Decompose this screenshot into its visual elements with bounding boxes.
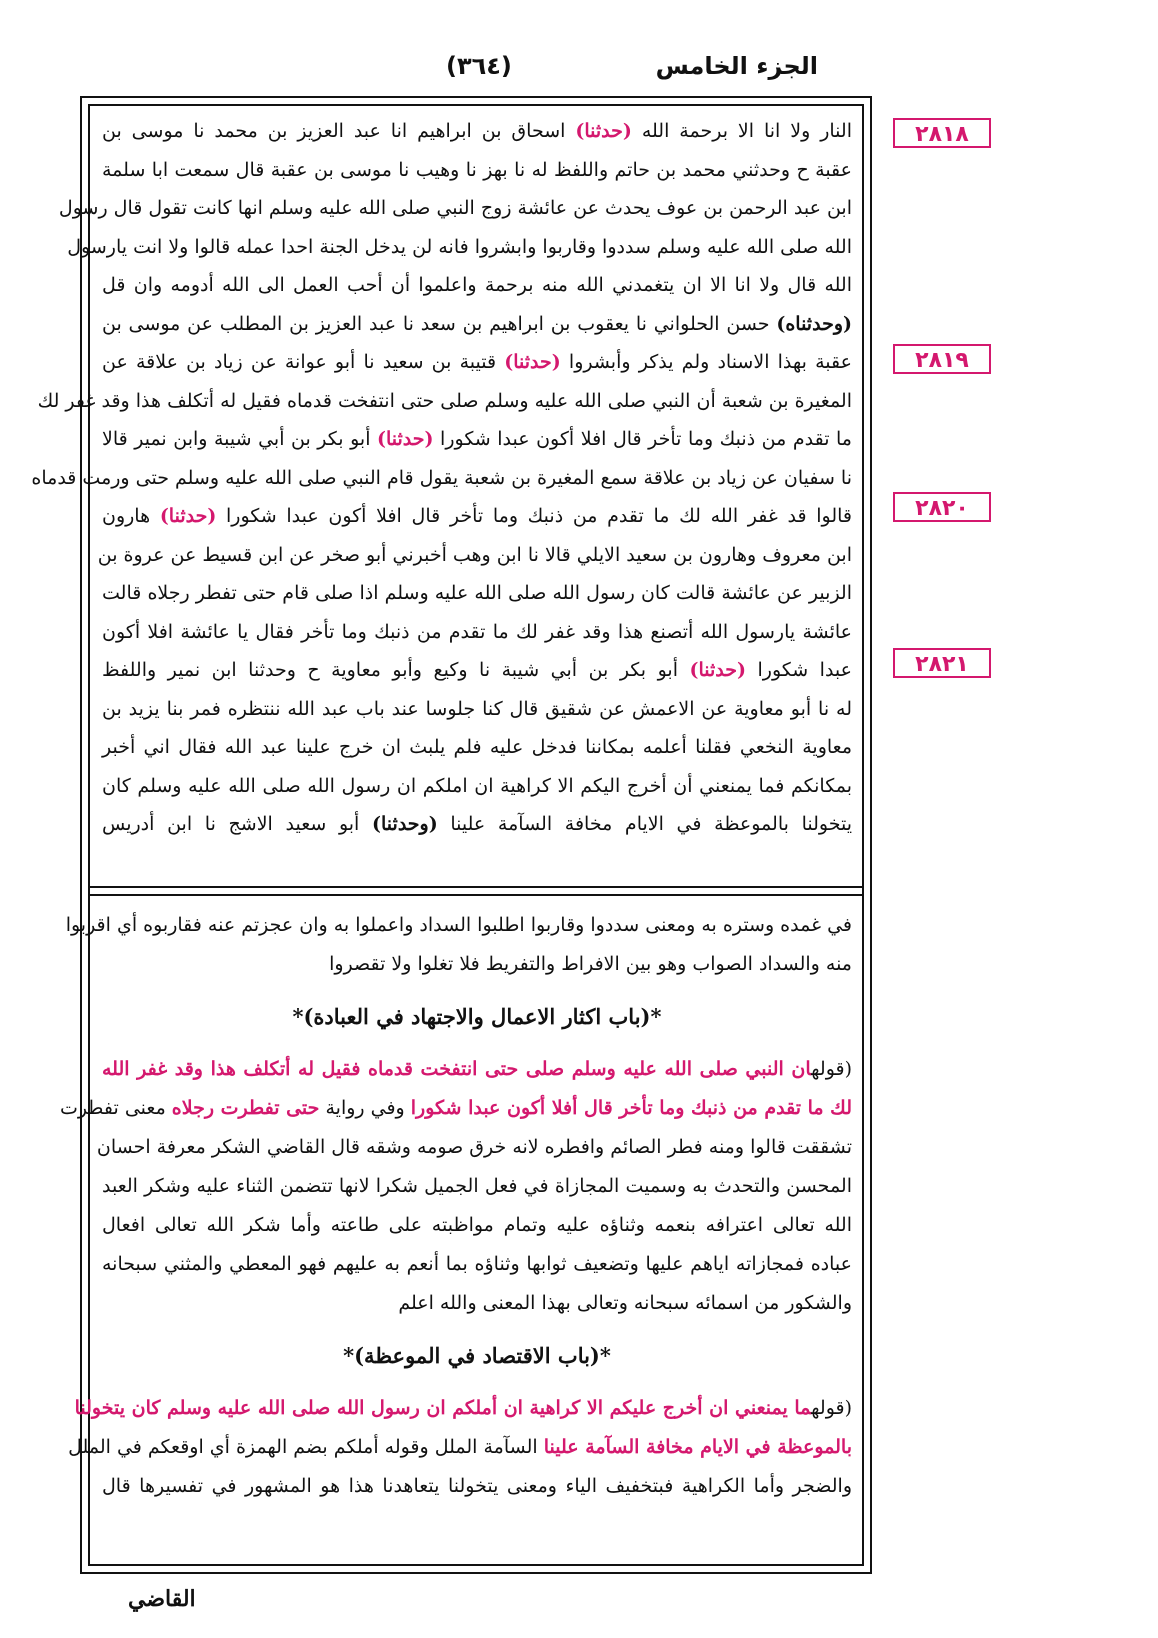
hadith-line: ما تقدم من ذنبك وما تأخر قال افلا أكون عبدا شكورا (حدثنا) أبو بكر بن أبي شيبة وابن نمير قالا [102,428,852,450]
commentary-line: تشققت قالوا ومنه فطر الصائم وافطره لانه خرق صومه وشقه قال القاضي الشكر معرفة احسان [96,1136,852,1158]
hadith-line: الزبير عن عائشة قالت كان رسول الله صلى الله عليه وسلم اذا صلى قام حتى تفطر رجلاه قالت [102,582,852,604]
hadith-line: (وحدثناه) حسن الحلواني نا يعقوب بن ابراهيم بن سعد نا عبد العزيز بن المطلب عن موسى بن [102,312,852,335]
hadith-line: له نا أبو معاوية عن الاعمش عن شقيق قال كنا جلوسا عند باب عبد الله ننتظره فمر بنا يزيد بن [102,697,852,720]
commentary-line: عباده فمجازاته اياهم عليها وتضعيف ثوابها وثناؤه بما أنعم به عليهم فهو المعطي والمثني سبحانه [102,1253,852,1275]
hadith-line: عائشة يارسول الله أتصنع هذا وقد غفر لك ما تقدم من ذنبك وما تأخر فقال يا عائشة افلا أكون [102,620,852,643]
hadith-line: ابن عبد الرحمن بن عوف يحدث عن عائشة زوج النبي صلى الله عليه وسلم انها كانت تقول قال رسول [58,197,852,219]
chapter-heading-ikthar: *(باب اكثار الاعمال والاجتهاد في العبادة)* [292,1004,662,1029]
commentary-line: والضجر وأما الكراهية فبتخفيف الياء ومعنى يتخولنا يتعاهدنا هذا هو المشهور في تفسيرها قال [102,1475,852,1497]
commentary-line: الله تعالى اعترافه بنعمه وثناؤه عليه وتمام مواظبته على طاعته وأما شكر الله تعالى افعال [102,1214,852,1236]
hadith-line: عبدا شكورا (حدثنا) أبو بكر بن أبي شيبة نا وكيع وأبو معاوية ح وحدثنا ابن نمير واللفظ [102,659,852,681]
commentary-line: (قولهما يمنعني ان أخرج عليكم الا كراهية ان أملكم ان رسول الله صلى الله عليه وسلم كان يتخولنا [74,1397,852,1419]
hadith-number-2820: ٢٨٢٠ [893,492,991,522]
hadith-number-2819: ٢٨١٩ [893,344,991,374]
hadith-number-2821: ٢٨٢١ [893,648,991,678]
hadith-text-block [31,112,853,844]
commentary-line: المحسن والتحدث به وسميت المجازاة في فعل الجميل شكرا لانها تتضمن الثناء عليه وشكر العبد [102,1175,852,1197]
hadith-line: الله قال ولا انا الا ان يتغمدني الله منه برحمة واعلموا أن أحب العمل الى الله أدومه وان قل [102,274,853,296]
hadith-line: النار ولا انا الا برحمة الله (حدثنا) اسحاق بن ابراهيم انا عبد العزيز بن محمد نا موسى بن [102,120,852,142]
hadith-line: عقبة بهذا الاسناد ولم يذكر وأبشروا (حدثنا) قتيبة بن سعيد نا أبو عوانة عن زياد بن علاقة عن [102,351,852,373]
commentary-line: في غمده وستره به ومعنى سددوا وقاربوا اطلبوا السداد واعملوا به وان عجزتم عنه فقاربوه أي اقربوا [65,914,852,936]
hadith-line: معاوية النخعي فقلنا أعلمه بمكاننا فدخل عليه فلم يلبث ان خرج علينا عبد الله فقال اني أخبر [102,736,852,758]
hadith-line: ابن معروف وهارون بن سعيد الايلي قالا نا ابن وهب أخبرني أبو صخر عن ابن قسيط عن عروة بن [97,543,852,566]
hadith-number-2818: ٢٨١٨ [893,118,991,148]
hadith-line: عقبة ح وحدثني محمد بن حاتم واللفظ له نا بهز نا وهيب نا موسى بن عقبة قال سمعت ابا سلمة [102,158,852,181]
commentary-line: (قولهان النبي صلى الله عليه وسلم صلى حتى انتفخت قدماه فقيل له أتكلف هذا وقد غفر الله [102,1058,852,1080]
commentary-line: منه والسداد الصواب وهو بين الافراط والتفريط فلا تغلوا ولا تقصروا [329,953,852,975]
hadith-line: نا سفيان عن زياد بن علاقة سمع المغيرة بن شعبة يقول قام النبي صلى الله عليه وسلم حتى ورمت قدماه [31,466,852,489]
chapter-heading-iqtisad: *(باب الاقتصاد في الموعظة)* [343,1343,611,1368]
hadith-line: بمكانكم فما يمنعني أن أخرج اليكم الا كراهية ان املكم ان رسول الله صلى الله عليه وسلم كان [102,774,852,797]
commentary-line: لك ما تقدم من ذنبك وما تأخر قال أفلا أكون عبدا شكورا وفي رواية حتى تفطرت رجلاه معنى تفطرت [59,1097,852,1119]
hadith-line: يتخولنا بالموعظة في الايام مخافة السآمة علينا (وحدثنا) أبو سعيد الاشج نا ابن أدريس [102,813,852,835]
commentary-line: والشكور من اسمائه سبحانه وتعالى بهذا المعنى والله اعلم [398,1292,852,1314]
hadith-line: المغيرة بن شعبة أن النبي صلى الله عليه وسلم صلى حتى انتفخت قدماه فقيل له أتكلف هذا وقد غفر لك [37,389,852,412]
text-frame [31,96,872,1574]
header-part-title: الجزء الخامس [655,52,818,80]
footer-catchword: القاضي [128,1586,196,1612]
hadith-line: الله صلى الله عليه وسلم سددوا وقاربوا وابشروا فانه لن يدخل الجنة احدا عمله قالوا ولا انت يارسول [67,235,852,258]
header-page-number: (٣٦٤) [446,52,512,80]
section-divider [88,886,864,896]
commentary-line: بالموعظة في الايام مخافة السآمة علينا السآمة الملل وقوله أملكم بضم الهمزة أي اوقعكم في الملل [68,1436,852,1458]
commentary-text-block [59,906,852,1506]
hadith-line: قالوا قد غفر الله لك ما تقدم من ذنبك وما تأخر قال افلا أكون عبدا شكورا (حدثنا) هارون [102,505,852,527]
